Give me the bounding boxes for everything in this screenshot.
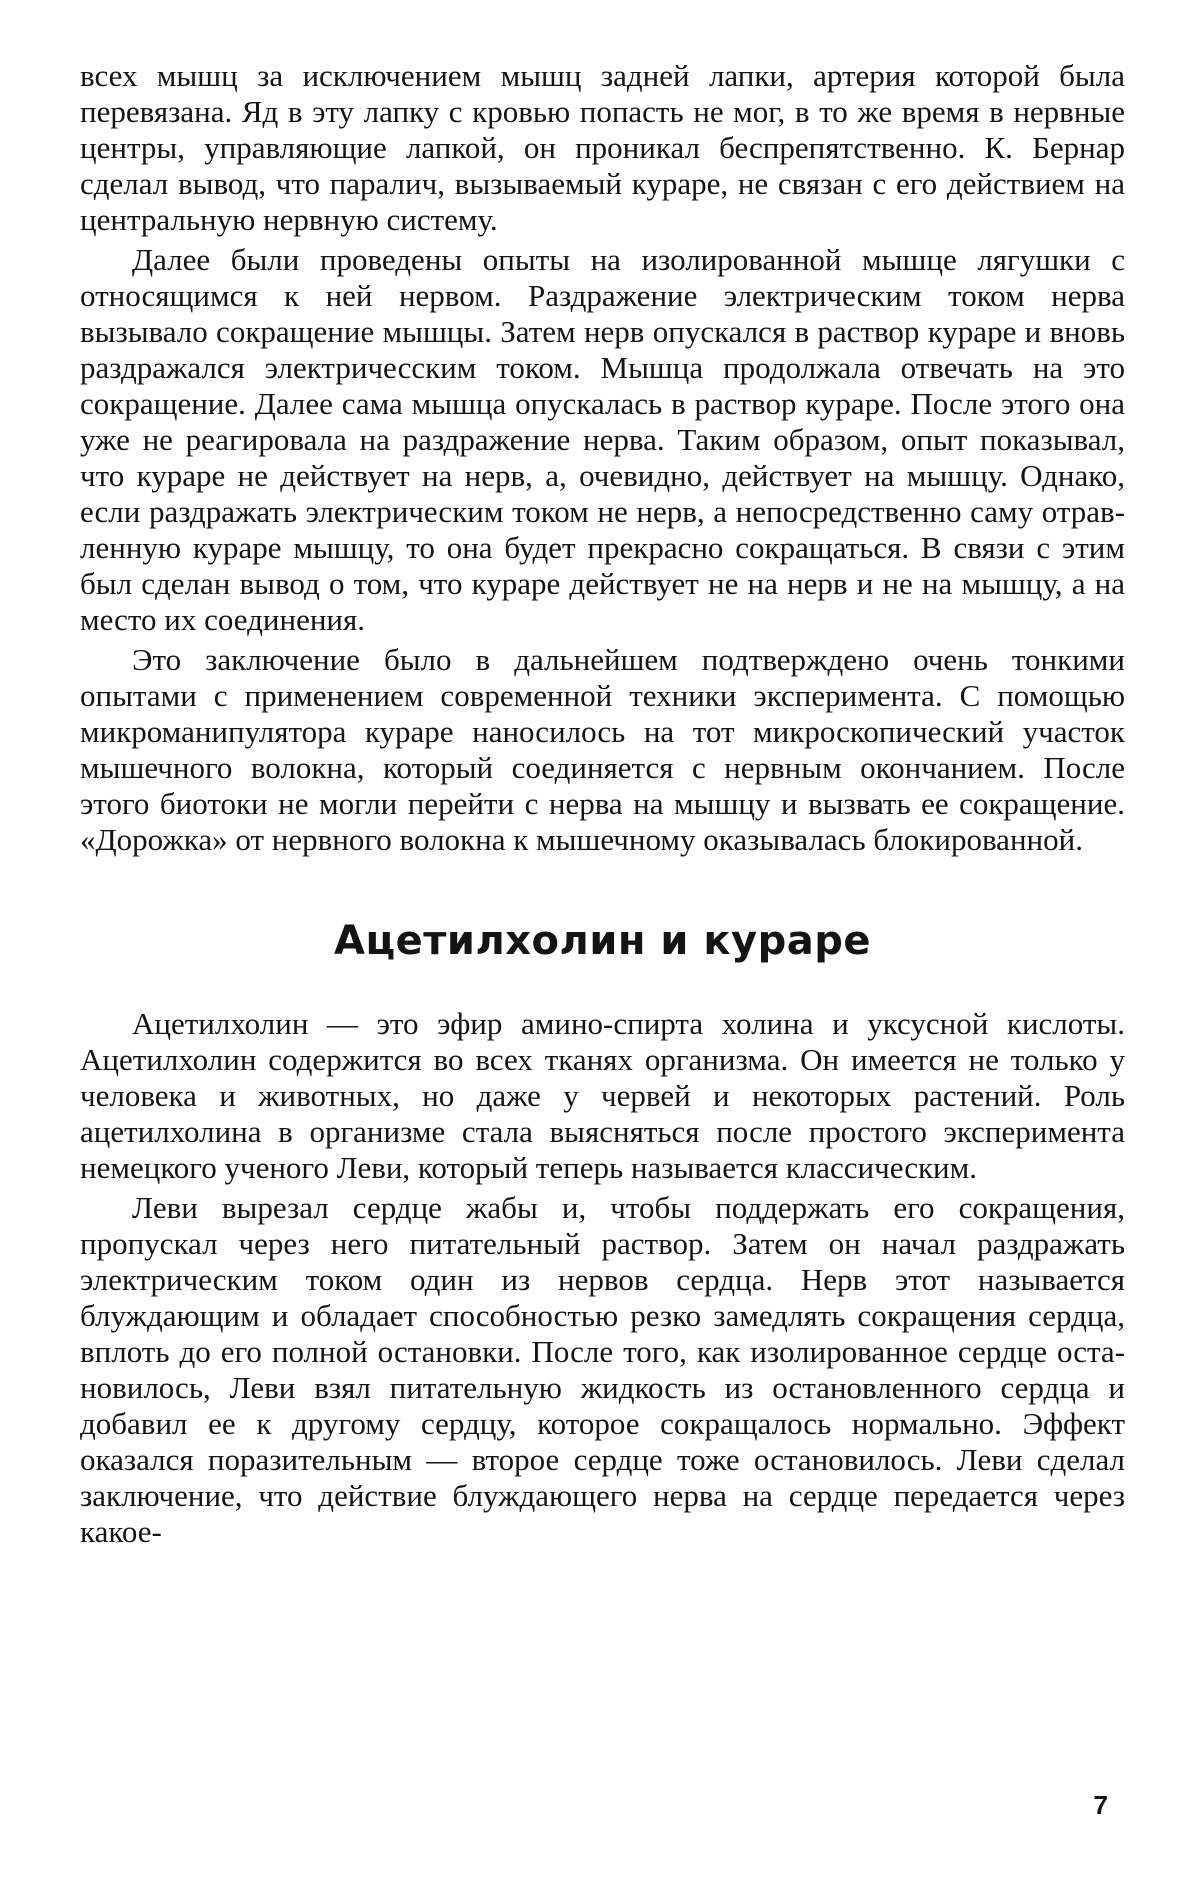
paragraph-micromanipulator: Это заключение было в дальнейшем подтверждено очень тонкими опытами с применением современной техники эксперимента. С помощью микроманипулятора кураре наносилось на тот микроскопический участок мышечного волокна, который соединяется с нервным окончанием. После этого биотоки не могли перейти с нерва на мышцу и вызвать ее сокращение. «Дорожка» от нервного волокна к мышечному оказывалась блокированной.: [80, 642, 1125, 857]
paragraph-acetylcholine-definition: Ацетилхолин — это эфир амино-спирта холина и уксусной кислоты. Ацетилхолин содержится во всех тканях организма. Он имеется не только у человека и животных, но даже у червей и некоторых растений. Роль ацетилхолина в организме стала выясняться после простого эксперимента немецкого ученого Леви, который теперь называется классическим.: [80, 1006, 1125, 1185]
page-number: 7: [1093, 1790, 1108, 1820]
page-body: [80, 58, 1125, 1550]
paragraph-loewi-experiment: Леви вырезал сердце жабы и, чтобы поддержать его сокращения, пропускал через него питательный раствор. Затем он начал раздражать электрическим током один из нервов сердца. Нерв этот называется блуждающим и обладает способностью резко замедлять сокращения сердца, вплоть до его полной остановки. После того, как изолированное сердце остановилось, Леви взял питательную жидкость из остановленного сердца и добавил ее к другому сердцу, которое сокращалось нормально. Эффект оказался поразительным — второе сердце тоже остановилось. Леви сделал заключение, что действие блуждающего нерва на сердце передается через какое-: [80, 1190, 1125, 1549]
paragraph-frog-muscle-experiment: Далее были проведены опыты на изолированной мышце лягушки с относящимся к ней нервом. Раздражение электрическим током нерва вызывало сокращение мышцы. Затем нерв опускался в раствор кураре и вновь раздражался электричесским током. Мышца продолжала отвечать на это сокращение. Далее сама мышца опускалась в раствор кураре. После этого она уже не реагировала на раздражение нерва. Таким образом, опыт показывал, что кураре не действует на нерв, а, очевидно, действует на мышцу. Однако, если раздражать электрическим током не нерв, а непосредственно саму отравленную кураре мышцу, то она будет прекрасно сокращаться. В связи с этим был сделан вывод о том, что кураре действует не на нерв и не на мышцу, а на место их соединения.: [80, 242, 1125, 637]
section-heading: Ацетилхолин и кураре: [334, 918, 871, 964]
paragraph-continuation: всех мышц за исключением мышц задней лапки, артерия которой была перевязана. Яд в эту лапку с кровью попасть не мог, в то же время в нервные центры, управляющие лапкой, он проникал беспрепятственно. К. Бернар сделал вывод, что паралич, вызываемый кураре, не связан с его действием на центральную нервную систему.: [80, 58, 1125, 237]
